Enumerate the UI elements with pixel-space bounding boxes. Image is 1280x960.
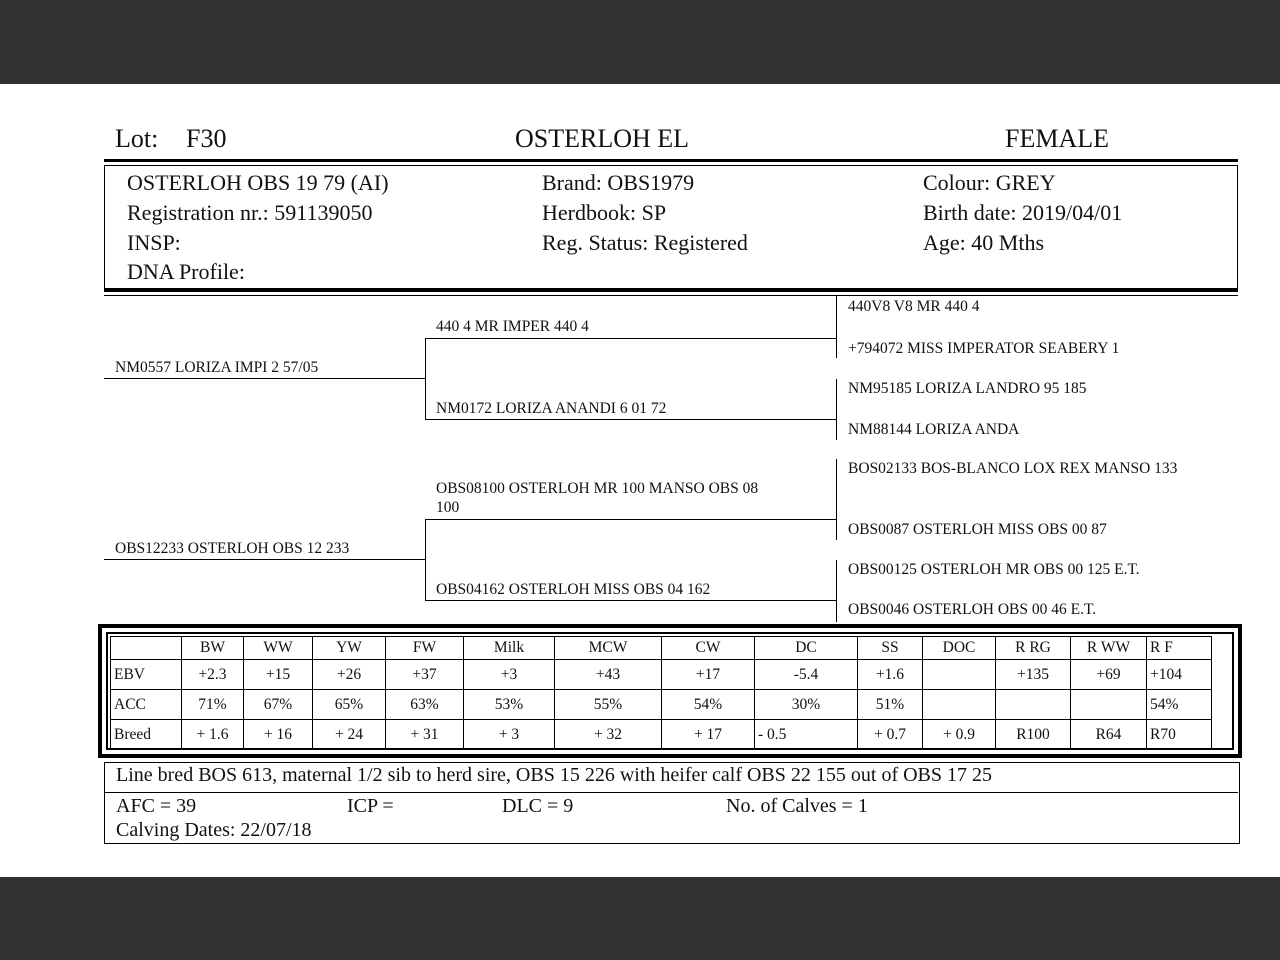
ebv-header-row	[111, 637, 1212, 660]
pedigree-ds-bracket	[836, 459, 837, 540]
acc-cell	[1071, 690, 1147, 720]
breeding-comment: Line bred BOS 613, maternal 1/2 sib to herd sire, OBS 15 226 with heifer calf OBS 22 155 out of OBS 17 25	[116, 764, 993, 786]
breed-cell: + 0.9	[923, 720, 996, 750]
pedigree-sdd: NM88144 LORIZA ANDA	[848, 421, 1020, 438]
pedigree-dds: OBS00125 OSTERLOH MR OBS 00 125 E.T.	[848, 561, 1140, 578]
ebv-cell: +69	[1071, 660, 1147, 690]
lot-number: F30	[186, 124, 227, 153]
ebv-header-cell: DOC	[923, 637, 996, 660]
pedigree-dam-dam: OBS04162 OSTERLOH MISS OBS 04 162	[436, 581, 711, 598]
age-field: Age: 40 Mths	[923, 230, 1044, 255]
breed-cell: R64	[1071, 720, 1147, 750]
ebv-row	[111, 660, 1212, 690]
ebv-header-cell: MCW	[555, 637, 662, 660]
breed-cell: + 16	[244, 720, 313, 750]
colour-field: Colour: GREY	[923, 170, 1056, 195]
pedigree-sire-sire: 440 4 MR IMPER 440 4	[436, 318, 589, 335]
ebv-header-cell: YW	[313, 637, 386, 660]
pedigree-dam-bracket	[425, 519, 426, 601]
pedigree-line-ss	[425, 338, 836, 339]
ebv-cell: +15	[244, 660, 313, 690]
acc-cell	[996, 690, 1071, 720]
notes-divider	[104, 792, 1238, 793]
ebv-header-cell: R RG	[996, 637, 1071, 660]
pedigree-ddd: OBS0046 OSTERLOH OBS 00 46 E.T.	[848, 601, 1097, 618]
acc-row-label: ACC	[111, 690, 182, 720]
acc-cell: 67%	[244, 690, 313, 720]
ebv-cell: +26	[313, 660, 386, 690]
details-rule-thin	[104, 295, 1238, 296]
sex-label: FEMALE	[1005, 124, 1109, 153]
calving-dates-field: Calving Dates: 22/07/18	[116, 819, 312, 841]
breed-cell: - 0.5	[755, 720, 858, 750]
acc-cell: 71%	[182, 690, 244, 720]
details-left-border	[104, 166, 105, 288]
acc-cell: 30%	[755, 690, 858, 720]
acc-cell: 54%	[1147, 690, 1212, 720]
pedigree-sire-dam: NM0172 LORIZA ANANDI 6 01 72	[436, 400, 667, 417]
lot-label: Lot:	[115, 124, 159, 153]
top-bar	[0, 0, 1280, 84]
breed-cell: + 17	[662, 720, 755, 750]
ebv-cell: +3	[464, 660, 555, 690]
ebv-cell: +43	[555, 660, 662, 690]
ebv-header-cell: R WW	[1071, 637, 1147, 660]
animal-name: OSTERLOH OBS 19 79 (AI)	[127, 170, 389, 195]
pedigree-sd-bracket	[836, 379, 837, 440]
header-rule-thin	[104, 165, 1238, 166]
ebv-header-cell: R F	[1147, 637, 1212, 660]
pedigree-dd-bracket	[836, 560, 837, 622]
pedigree-line-ds	[425, 519, 836, 520]
acc-cell: 54%	[662, 690, 755, 720]
pedigree-line-sd	[425, 419, 836, 420]
brand-field: Brand: OBS1979	[542, 170, 695, 195]
ebv-header-cell	[111, 637, 182, 660]
ebv-header-cell: DC	[755, 637, 858, 660]
ebv-row-label: EBV	[111, 660, 182, 690]
dna-profile-field: DNA Profile:	[127, 259, 245, 284]
ebv-cell: +1.6	[858, 660, 923, 690]
ebv-cell: +37	[386, 660, 464, 690]
details-right-border	[1237, 166, 1238, 288]
pedigree-sss: 440V8 V8 MR 440 4	[848, 298, 980, 315]
ebv-header-cell: Milk	[464, 637, 555, 660]
ebv-header-cell: BW	[182, 637, 244, 660]
acc-cell: 51%	[858, 690, 923, 720]
dlc-field: DLC = 9	[502, 795, 574, 817]
ebv-cell: +2.3	[182, 660, 244, 690]
breed-cell: R70	[1147, 720, 1212, 750]
pedigree-sire-bracket	[425, 338, 426, 420]
registration-number: Registration nr.: 591139050	[127, 200, 373, 225]
pedigree-dam-sire: OBS08100 OSTERLOH MR 100 MANSO OBS 08	[436, 480, 759, 497]
insp-field: INSP:	[127, 230, 181, 255]
ebv-cell	[923, 660, 996, 690]
herdbook-field: Herdbook: SP	[542, 200, 667, 225]
acc-cell: 63%	[386, 690, 464, 720]
details-rule-thick	[104, 288, 1238, 292]
ebv-header-cell: SS	[858, 637, 923, 660]
ebv-cell: -5.4	[755, 660, 858, 690]
acc-cell: 53%	[464, 690, 555, 720]
acc-cell: 55%	[555, 690, 662, 720]
afc-field: AFC = 39	[116, 795, 197, 817]
pedigree-dss: BOS02133 BOS-BLANCO LOX REX MANSO 133	[848, 460, 1178, 477]
ebv-header-cell: FW	[386, 637, 464, 660]
pedigree-ssd: +794072 MISS IMPERATOR SEABERY 1	[848, 340, 1120, 357]
pedigree-line-dam	[104, 559, 425, 560]
acc-row	[111, 690, 1212, 720]
breed-cell: + 32	[555, 720, 662, 750]
acc-cell: 65%	[313, 690, 386, 720]
pedigree-dam-sire-cont: 100	[436, 499, 460, 516]
ebv-header-cell: CW	[662, 637, 755, 660]
pedigree-ss-bracket	[836, 296, 837, 358]
breed-cell: + 0.7	[858, 720, 923, 750]
pedigree-line-dd	[425, 600, 836, 601]
ebv-cell: +104	[1147, 660, 1212, 690]
breed-cell: R100	[996, 720, 1071, 750]
bottom-bar	[0, 877, 1280, 960]
pedigree-sds: NM95185 LORIZA LANDRO 95 185	[848, 380, 1087, 397]
breed-cell: + 3	[464, 720, 555, 750]
breed-cell: + 31	[386, 720, 464, 750]
ebv-cell: +135	[996, 660, 1071, 690]
acc-cell	[923, 690, 996, 720]
ebv-header-cell: WW	[244, 637, 313, 660]
calves-count-field: No. of Calves = 1	[726, 795, 868, 817]
ebv-cell: +17	[662, 660, 755, 690]
pedigree-dam: OBS12233 OSTERLOH OBS 12 233	[115, 540, 350, 557]
reg-status-field: Reg. Status: Registered	[542, 230, 748, 255]
ebv-table	[110, 636, 1212, 750]
birth-date-field: Birth date: 2019/04/01	[923, 200, 1123, 225]
header-rule-thick	[104, 159, 1238, 162]
icp-field: ICP =	[347, 795, 394, 817]
pedigree-sire: NM0557 LORIZA IMPI 2 57/05	[115, 359, 319, 376]
pedigree-dsd: OBS0087 OSTERLOH MISS OBS 00 87	[848, 521, 1107, 538]
pedigree-line-sire	[104, 378, 425, 379]
breed-cell: + 1.6	[182, 720, 244, 750]
animal-title: OSTERLOH EL	[515, 124, 690, 153]
breed-row-label: Breed	[111, 720, 182, 750]
breed-row	[111, 720, 1212, 750]
breed-cell: + 24	[313, 720, 386, 750]
